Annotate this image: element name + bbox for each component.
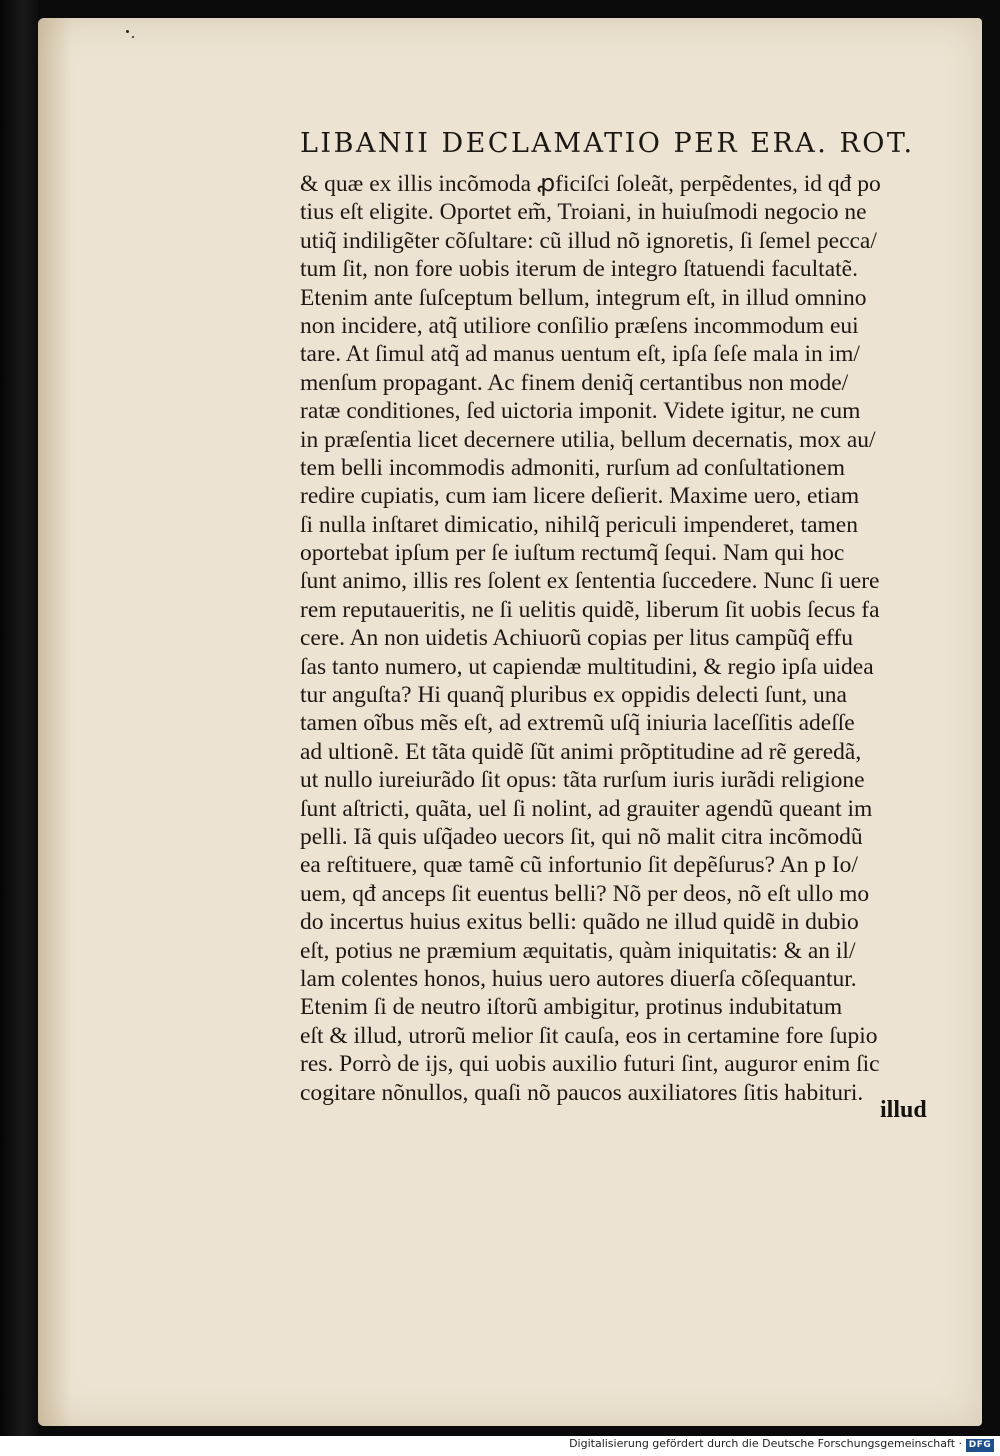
footer-credit: Digitalisierung gefördert durch die Deutsche Forschungsgemeinschaft · <box>569 1437 962 1450</box>
text-line: ſi nulla inſtaret dimicatio, nihilq̃ periculi impenderet, tamen <box>300 511 858 538</box>
text-line: in præſentia licet decernere utilia, bellum decernatis, mox au/ <box>300 426 876 453</box>
text-line: ad ultionẽ. Et tãta quidẽ ſũt animi prõptitudine ad rẽ geredã, <box>300 738 862 765</box>
text-line: menſum propagant. Ac finem deniq̃ certantibus non mode/ <box>300 369 849 396</box>
binding-shadow <box>0 0 38 1456</box>
text-line: redire cupiatis, cum iam licere deſierit. Maxime uero, etiam <box>300 483 860 510</box>
catchword: illud <box>880 1097 927 1123</box>
text-line: tamen oĩbus mẽs eſt, ad extremũ uſq̃ iniuria laceſſitis adeſſe <box>300 710 855 737</box>
text-line: utiq̃ indiligẽter cõſultare: cũ illud nõ ignoretis, ſi ſemel pecca/ <box>300 227 877 254</box>
text-line: cogitare nõnullos, quaſi nõ paucos auxiliatores ſitis habituri. <box>300 1079 864 1106</box>
text-line: tius eſt eligite. Oportet em̃, Troiani, in huiuſmodi negocio ne <box>300 199 867 226</box>
text-line: ratæ conditiones, ſed uictoria imponit. Videte igitur, ne cum <box>300 398 861 425</box>
text-line: tur anguſta? Hi quanq̃ pluribus ex oppidis delecti ſunt, una <box>300 682 847 709</box>
text-line: uem, qđ anceps ſit euentus belli? Nõ per deos, nõ eſt ullo mo <box>300 880 870 907</box>
text-line: res. Porrò de ijs, qui uobis auxilio futuri ſint, auguror enim ſic <box>300 1051 880 1078</box>
digitization-footer <box>0 1436 1000 1456</box>
text-line: tem belli incommodis admoniti, rurſum ad conſultationem <box>300 454 845 481</box>
text-line: non incidere, atq̃ utiliore conſilio præſens incommodum eui <box>300 312 859 339</box>
text-line: pelli. Iã quis uſq̃adeo uecors ſit, qui nõ malit citra incõmodũ <box>300 823 863 850</box>
text-line: Etenim ſi de neutro iſtorũ ambigitur, protinus indubitatum <box>300 994 843 1021</box>
text-line: ſunt aſtricti, quãta, uel ſi nolint, ad grauiter agendũ queant im <box>300 795 873 822</box>
body-text <box>300 170 948 1107</box>
text-line: lam colentes honos, huius uero autores diuerſa cõſequantur. <box>300 965 857 992</box>
ink-speck <box>126 30 129 33</box>
text-line: tare. At ſimul atq̃ ad manus uentum eſt, ipſa ſeſe mala in im/ <box>300 341 860 368</box>
running-head: LIBANII DECLAMATIO PER ERA. ROT. <box>300 128 915 159</box>
text-line: & quæ ex illis incõmoda ꝓficiſci ſoleãt, perpẽdentes, id qđ po <box>300 171 881 197</box>
text-line: ut nullo iureiurãdo ſit opus: tãta rurſum iuris iurãdi religione <box>300 767 865 794</box>
page-edge-stain <box>38 18 72 1426</box>
text-line: do incertus huius exitus belli: quãdo ne illud quidẽ in dubio <box>300 909 859 936</box>
text-line: oportebat ipſum per ſe iuſtum rectumq̃ ſequi. Nam qui hoc <box>300 540 845 567</box>
text-line: ſunt animo, illis res ſolent ex ſententia ſuccedere. Nunc ſi uere <box>300 568 880 595</box>
text-line: tum ſit, non fore uobis iterum de integro ſtatuendi facultatẽ. <box>300 256 858 283</box>
text-line: cere. An non uidetis Achiuorũ copias per litus campũq̃ effu <box>300 625 853 652</box>
text-line: eſt & illud, utrorũ melior ſit cauſa, eos in certamine fore ſupio <box>300 1022 878 1049</box>
ink-speck <box>132 36 134 38</box>
text-line: eſt, potius ne præmium æquitatis, quàm iniquitatis: & an il/ <box>300 937 856 964</box>
text-line: ſas tanto numero, ut capiendæ multitudini, & regio ipſa uidea <box>300 653 874 680</box>
dfg-logo-icon: DFG <box>966 1439 994 1452</box>
text-line: rem reputaueritis, ne ſi uelitis quidẽ, liberum ſit uobis ſecus fa <box>300 596 880 623</box>
text-line: ea reſtituere, quæ tamẽ cũ infortunio ſit depẽſurus? An p Io/ <box>300 852 858 879</box>
text-line: Etenim ante ſuſceptum bellum, integrum eſt, in illud omnino <box>300 284 867 311</box>
